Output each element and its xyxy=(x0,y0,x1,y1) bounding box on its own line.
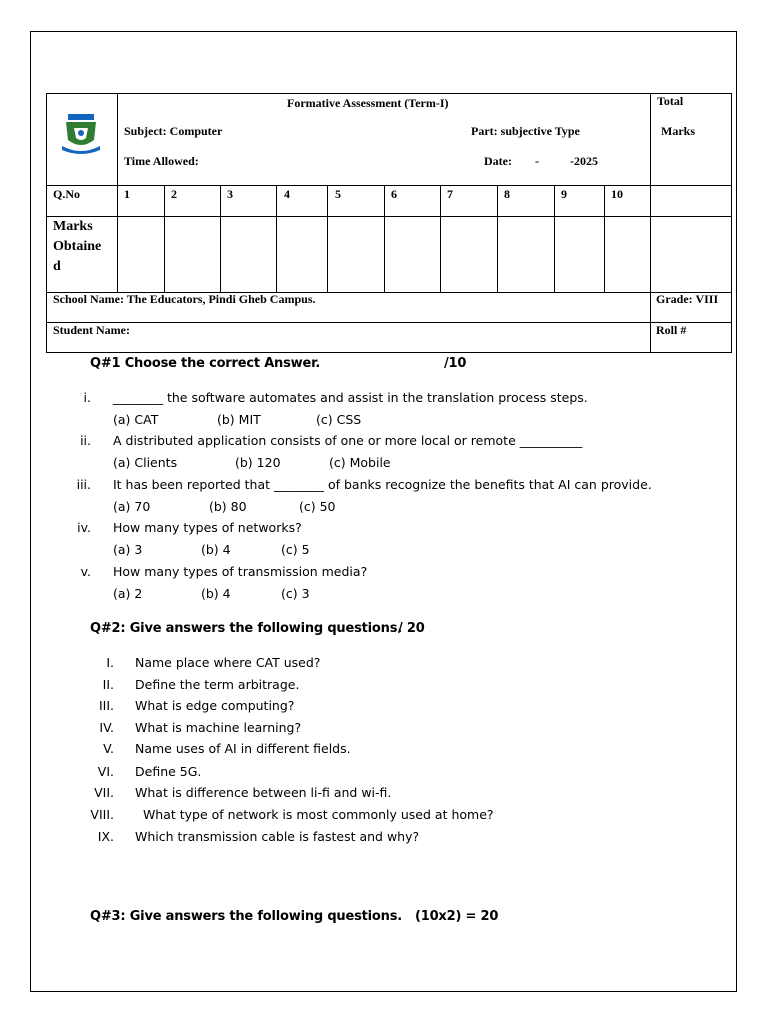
q1-marks: /10 xyxy=(444,356,467,371)
qno-cell: 6 xyxy=(391,187,397,201)
q1-item-number: ii. xyxy=(80,433,91,448)
q1-item-text: ________ the software automates and assist in the translation process steps. xyxy=(113,390,588,405)
assessment-header-table xyxy=(46,93,732,353)
time-allowed-label: Time Allowed: xyxy=(124,154,199,168)
qno-cell: 2 xyxy=(171,187,177,201)
school-logo-icon xyxy=(58,110,104,156)
q1-option: (a) Clients xyxy=(113,455,178,470)
part-label: Part: subjective Type xyxy=(471,124,580,138)
q1-item-number: iv. xyxy=(77,520,91,535)
q1-option: (a) 70 xyxy=(113,499,151,514)
q1-option: (c) CSS xyxy=(316,412,362,427)
q2-item-text: What is machine learning? xyxy=(135,720,302,735)
q3-heading: Q#3: Give answers the following questions. xyxy=(90,909,402,924)
q2-item-number: V. xyxy=(103,741,114,756)
q1-option: (b) MIT xyxy=(217,412,261,427)
qno-label: Q.No xyxy=(53,187,80,201)
q2-item-text: Name place where CAT used? xyxy=(135,655,321,670)
marks-obtained-label: Marks xyxy=(53,219,93,234)
q1-heading: Q#1 Choose the correct Answer. xyxy=(90,356,321,371)
q1-option: (c) 5 xyxy=(281,542,310,557)
q1-option: (c) Mobile xyxy=(329,455,391,470)
q1-item-text: A distributed application consists of one or more local or remote __________ xyxy=(113,433,583,448)
q1-item-number: iii. xyxy=(76,477,91,492)
date-year: -2025 xyxy=(570,154,598,168)
q1-option: (b) 120 xyxy=(235,455,281,470)
q2-item-number: I. xyxy=(106,655,114,670)
student-name-label: Student Name: xyxy=(53,323,130,337)
school-name: School Name: The Educators, Pindi Gheb Campus. xyxy=(53,292,316,306)
qno-cell: 8 xyxy=(504,187,510,201)
q2-item-text: Define the term arbitrage. xyxy=(135,677,300,692)
q1-item-text: It has been reported that ________ of banks recognize the benefits that AI can provide. xyxy=(113,477,652,492)
q2-item-text: Which transmission cable is fastest and why? xyxy=(135,829,420,844)
q1-option: (c) 3 xyxy=(281,586,310,601)
qno-cell: 10 xyxy=(611,187,623,201)
q2-item-text: Name uses of AI in different fields. xyxy=(135,741,351,756)
q3-marks: (10x2) = 20 xyxy=(415,909,499,924)
q1-option: (b) 4 xyxy=(201,542,231,557)
q2-item-number: VII. xyxy=(94,785,114,800)
q1-option: (b) 4 xyxy=(201,586,231,601)
qno-cell: 4 xyxy=(284,187,290,201)
subject-label: Subject: Computer xyxy=(124,124,223,138)
q2-item-text: What is difference between li-fi and wi-fi. xyxy=(135,785,392,800)
roll-number-label: Roll # xyxy=(656,323,687,337)
marks-label: Marks xyxy=(661,124,695,138)
q2-marks: / 20 xyxy=(398,621,425,636)
q2-item-number: VIII. xyxy=(90,807,114,822)
assessment-title: Formative Assessment (Term-I) xyxy=(287,96,449,110)
qno-cell: 1 xyxy=(124,187,130,201)
q2-item-text: Define 5G. xyxy=(135,764,202,779)
qno-cell: 5 xyxy=(335,187,341,201)
q2-item-number: III. xyxy=(98,698,114,713)
q2-heading: Q#2: Give answers the following questions. xyxy=(90,621,402,636)
q2-item-number: IX. xyxy=(97,829,114,844)
q1-option: (c) 50 xyxy=(299,499,336,514)
marks-obtained-label: d xyxy=(53,259,61,274)
q1-item-text: How many types of transmission media? xyxy=(113,564,368,579)
date-label: Date: xyxy=(484,154,512,168)
q2-item-number: VI. xyxy=(97,764,114,779)
grade-label: Grade: VIII xyxy=(656,292,719,306)
qno-cell: 9 xyxy=(561,187,567,201)
q1-item-number: v. xyxy=(80,564,91,579)
q1-option: (a) 3 xyxy=(113,542,143,557)
qno-cell: 7 xyxy=(447,187,453,201)
q2-item-text: What type of network is most commonly used at home? xyxy=(135,807,494,822)
q2-item-number: IV. xyxy=(99,720,114,735)
date-dash: - xyxy=(535,154,539,168)
marks-obtained-label: Obtaine xyxy=(53,239,102,254)
q1-option: (a) 2 xyxy=(113,586,143,601)
q1-item-text: How many types of networks? xyxy=(113,520,302,535)
total-label: Total xyxy=(657,94,684,108)
q1-option: (a) CAT xyxy=(113,412,159,427)
q1-option: (b) 80 xyxy=(209,499,247,514)
qno-cell: 3 xyxy=(227,187,233,201)
q1-item-number: i. xyxy=(83,390,91,405)
q2-item-text: What is edge computing? xyxy=(135,698,295,713)
q2-item-number: II. xyxy=(102,677,114,692)
